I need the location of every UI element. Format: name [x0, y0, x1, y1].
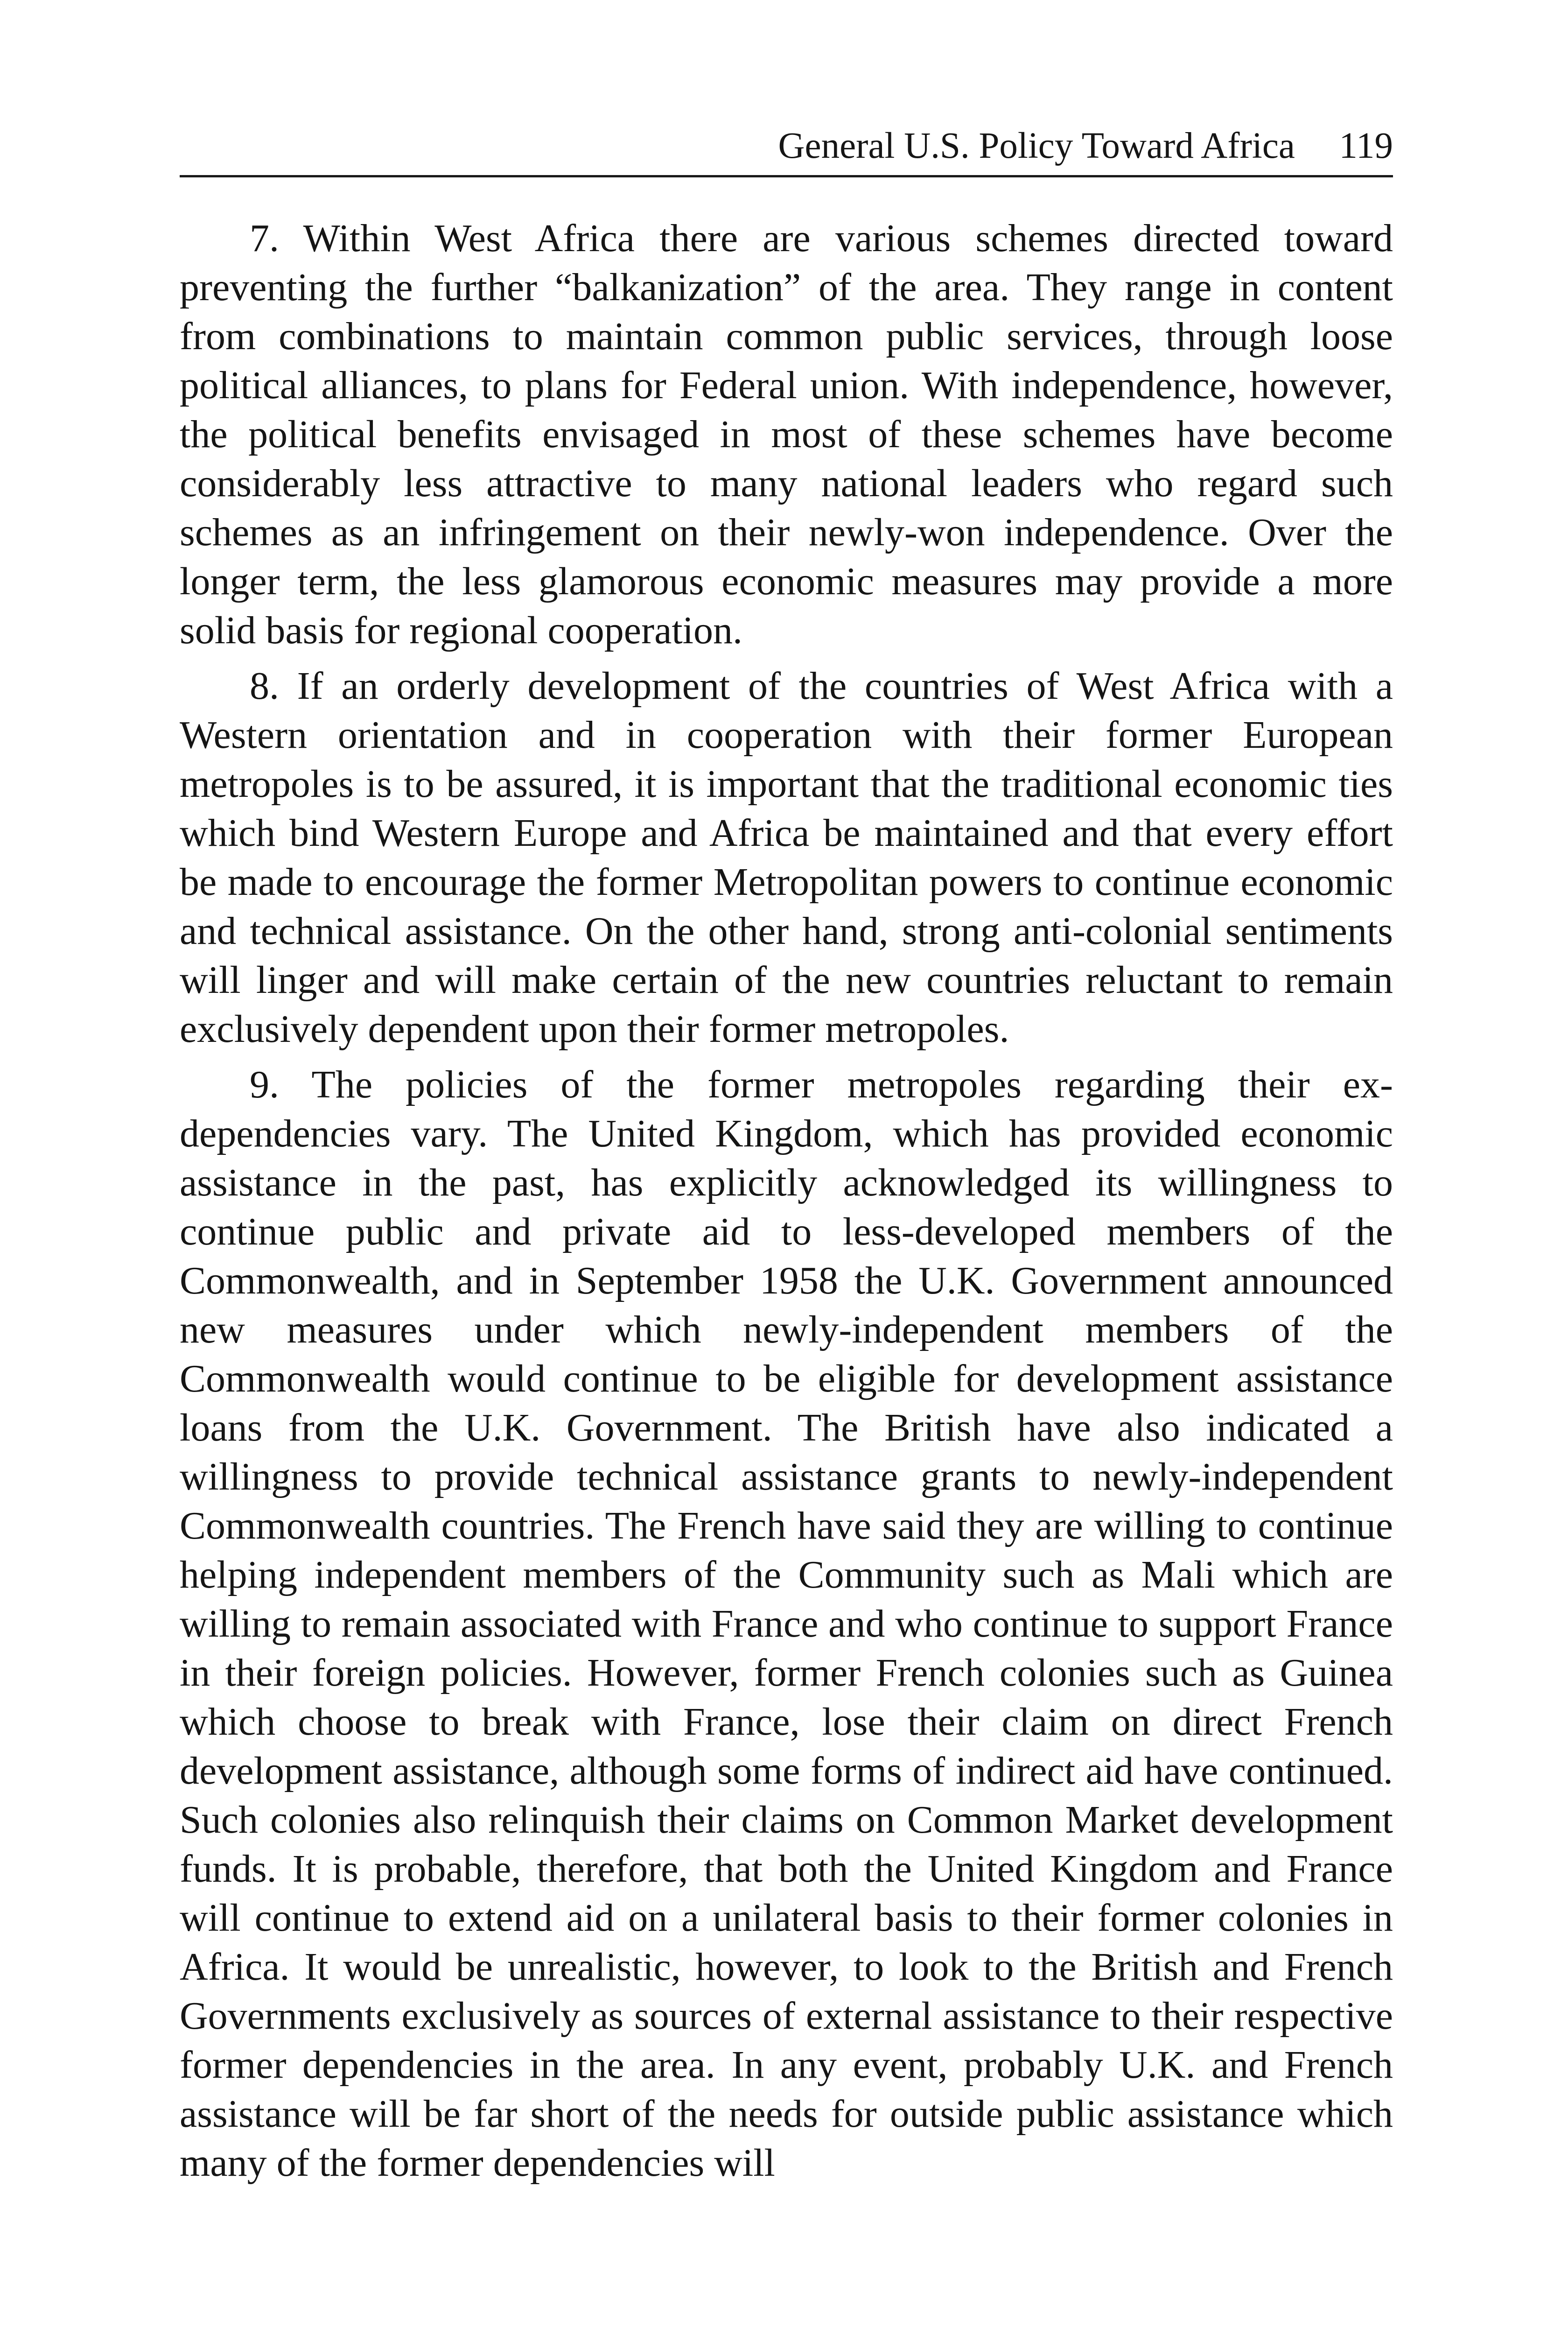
paragraph-7: 7. Within West Africa there are various schemes directed toward preventing the further “balkanization” of the area. They range in content from combinations to maintain common public services, through loose political alliances, to plans for Federal union. With independence, however, the political benefits envisaged in most of these schemes have become considerably less attractive to many national leaders who regard such schemes as an infringement on their newly-won independence. Over the longer term, the less glamorous economic measures may provide a more solid basis for regional cooperation.	[180, 217, 1393, 652]
paragraph-8: 8. If an orderly development of the countries of West Africa with a Western orientation and in cooperation with their former European metropoles is to be assured, it is important that the traditional economic ties which bind Western Europe and Africa be maintained and that every effort be made to encourage the former Metropolitan powers to continue economic and technical assistance. On the other hand, strong anti-colonial sentiments will linger and will make certain of the new countries reluctant to remain exclusively dependent upon their former metropoles.	[180, 664, 1393, 1051]
running-header	[180, 119, 1393, 177]
paragraph-9: 9. The policies of the former metropoles regarding their ex-dependencies vary. The United Kingdom, which has provided economic assistance in the past, has explicitly acknowledged its willingness to continue public and private aid to less-developed members of the Commonwealth, and in September 1958 the U.K. Government announced new measures under which newly-independent members of the Commonwealth would continue to be eligible for development assistance loans from the U.K. Government. The British have also indicated a willingness to provide technical assistance grants to newly-independent Commonwealth countries. The French have said they are willing to continue helping independent members of the Community such as Mali which are willing to remain associated with France and who continue to support France in their foreign policies. However, former French colonies such as Guinea which choose to break with France, lose their claim on direct French development assistance, although some forms of indirect aid have continued. Such colonies also relinquish their claims on Common Market development funds. It is probable, therefore, that both the United Kingdom and France will continue to extend aid on a unilateral basis to their former colonies in Africa. It would be unrealistic, however, to look to the British and French Governments exclusively as sources of external assistance to their respective former dependencies in the area. In any event, probably U.K. and French assistance will be far short of the needs for outside public assistance which many of the former dependencies will	[180, 1063, 1393, 2185]
page-number: 119	[1339, 126, 1393, 166]
running-header-title: General U.S. Policy Toward Africa	[778, 126, 1295, 166]
body-text	[180, 214, 1393, 2187]
book-page	[180, 119, 1393, 2194]
